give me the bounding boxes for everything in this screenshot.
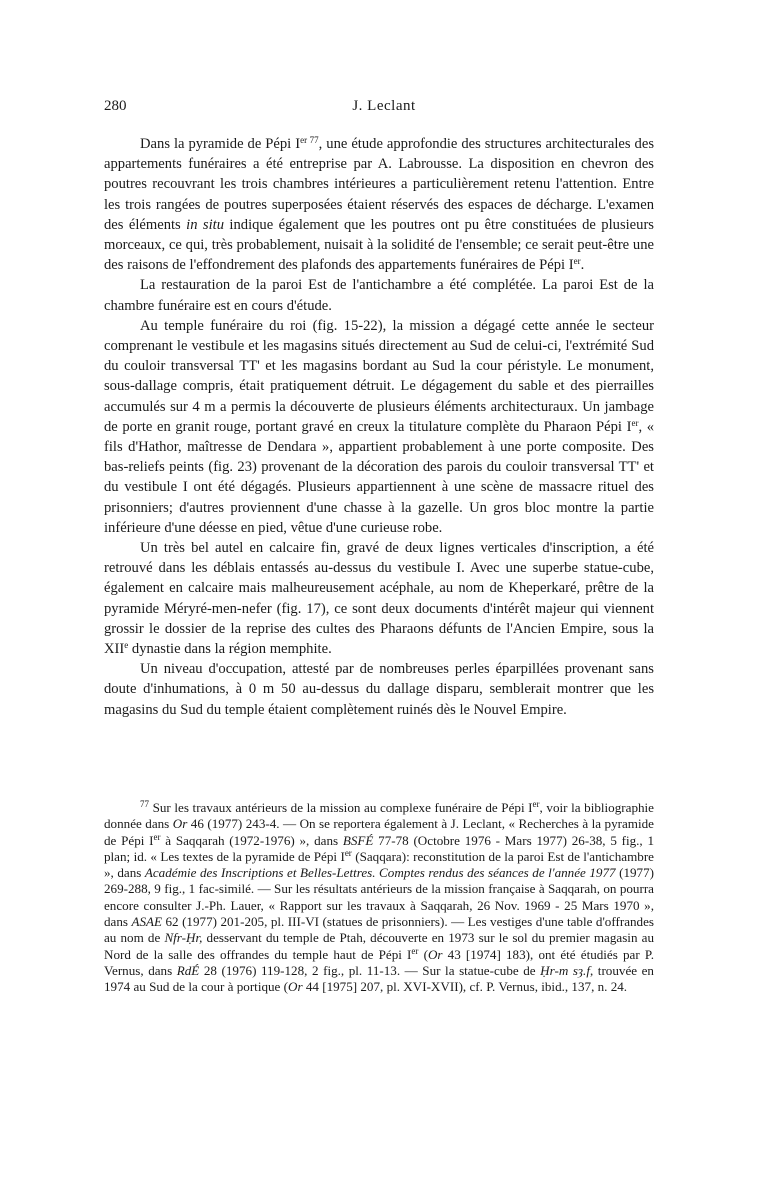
paragraph-altar [104, 538, 654, 659]
footnote-marker: 77 [140, 799, 149, 809]
text-run: 28 (1976) 119-128, 2 fig., pl. 11-13. — Sur la statue-cube de [199, 962, 541, 978]
italic-term: in situ [186, 216, 225, 233]
text-run: , trouvée en 1974 au Sud de la cour à portique ( [104, 962, 654, 995]
superscript: er [344, 847, 352, 858]
main-text [104, 134, 654, 720]
superscript: er [573, 256, 581, 267]
text-run: dynastie dans la région memphite. [128, 641, 332, 658]
transliteration: Ḥr-m sȝ.f [540, 962, 590, 978]
page-number: 280 [104, 98, 127, 114]
paragraph-pyramid-study [104, 134, 654, 275]
text-run: 62 (1977) 201-205, pl. III-VI (statues de prisonniers). — Les vestiges d'une table d'offrandes au nom de [104, 914, 655, 946]
paragraph-funerary-temple [104, 316, 654, 538]
journal-abbrev: ASAE [131, 914, 163, 930]
text-run: , « fils d'Hathor, maîtresse de Dendara », appartient probablement à une porte composite. Des bas-reliefs peints (fig. 23) provenant de la décoration des parois du couloir transversal TT' et du vestibule I ont été dégagés. Plusieurs appartiennent à une scène de massacre rituel des prisonniers; d'autres proviennent d'une chasse à la gazelle. Un gros bloc montre la partie inférieure d'une déesse en pied, vêtue d'une curieuse robe. [104, 418, 655, 536]
paragraph-occupation-level: Un niveau d'occupation, attesté par de nombreuses perles éparpillées provenant sans doute d'inhumations, à 0 m 50 au-dessus du dallage disparu, semblerait montrer que les magasins du Sud du temple étaient complètement ruinés dès le Nouvel Empire. [104, 661, 654, 718]
text-run: Sur les travaux antérieurs de la mission au complexe funéraire de Pépi I [149, 800, 533, 815]
text-run: (Saqqara): reconstitution de la paroi Est de l'antichambre », dans [104, 848, 654, 881]
footnotes [104, 800, 654, 996]
text-run: ( [418, 946, 428, 962]
paragraph-restoration: La restauration de la paroi Est de l'antichambre a été complétée. La paroi Est de la chambre funéraire est en cours d'étude. [104, 277, 654, 314]
text-run: 44 [1975] 207, pl. XVI-XVII), cf. P. Vernus, ibid., 137, n. 24. [302, 979, 628, 995]
journal-title: Académie des Inscriptions et Belles-Lettres. Comptes rendus des séances de l'année 1977 [144, 865, 616, 881]
transliteration: Nfr-Ḥr, [164, 930, 203, 946]
text-run: , voir la bibliographie donnée dans [104, 800, 654, 832]
text-run: 46 (1977) 243-4. — On se reportera également à J. Leclant, « Recherches à la pyramide de Pépi I [104, 816, 654, 848]
superscript: er [411, 945, 419, 956]
text-run: Au temple funéraire du roi (fig. 15-22), la mission a dégagé cette année le secteur comprenant le vestibule et les magasins situés directement au Sud de celui-ci, l'extrémité Sud du couloir transversal TT' et les magasins bordant au Sud la cour péristyle. Le monument, sous-dallage compris, était pratiquement détruit. Le dégagement du sable et des pierrailles accumulés sur 4 m a permis la découverte de plusieurs éléments architecturaux. Un jambage de porte en granit rouge, portant gravé en creux la titulature complète du Pharaon Pépi I [104, 317, 654, 435]
journal-abbrev: BSFÉ [342, 832, 374, 848]
superscript: er [631, 417, 639, 428]
text-run: (1977) 269-288, 9 fig., 1 fac-similé. — Sur les résultats antérieurs de la mission française à Saqqarah, on pourra encore consulter J.-Ph. Lauer, « Rapport sur les travaux à Saqqarah, 26 Nov. 1969 - 25 Mars 1970 », dans [104, 865, 654, 930]
footnote-77 [104, 800, 654, 996]
text-run: Dans la pyramide de Pépi I [140, 136, 301, 152]
text-run: desservant du temple de Ptah, découverte en 1973 sur le sol du premier magasin au Nord de la salle des offrandes du temple haut de Pépi I [104, 930, 654, 962]
text-run: indique également que les poutres ont pu être constituées de plusieurs morceaux, ce qui, très probablement, nuisait à la solidité de l'ensemble; ce serait peut-être une des raisons de l'effondrement des plafonds des appartements funéraires de Pépi I [104, 216, 654, 274]
journal-abbrev: Or [288, 979, 303, 995]
text-run: , une étude approfondie des structures architecturales des appartements funéraires a été entreprise par A. Labrousse. La disposition en chevron des poutres recouvrant les trois chambres intérieures a particulièrement retenu l'attention. Entre les trois rangées de poutres superposées étaient réservés des espaces de décharge. L'examen des éléments [104, 136, 655, 233]
journal-abbrev: Or [172, 816, 188, 832]
page-header [104, 98, 664, 118]
text-run: 43 [1974] 183), ont été étudiés par P. Vernus, dans [104, 946, 654, 978]
running-title: J. Leclant [352, 98, 416, 114]
text-run: à Saqqarah (1972-1976) », dans [160, 832, 343, 848]
superscript: er [532, 799, 540, 809]
text-run: 77-78 (Octobre 1976 - Mars 1977) 26-38, 5 fig., 1 plan; id. « Les textes de la pyramide de Pépi I [104, 832, 655, 864]
superscript: e [124, 640, 129, 651]
text-run: . [580, 257, 585, 274]
superscript: er [153, 831, 161, 842]
text-run: Un très bel autel en calcaire fin, gravé de deux lignes verticales d'inscription, a été retrouvé dans les déblais entassés au-dessus du vestibule I. Avec une superbe statue-cube, également en calcaire mais malheureusement acéphale, au nom de Kheperkaré, prêtre de la pyramide Méryré-men-nefer (fig. 17), ce sont deux documents d'intérêt majeur qui viennent grossir le dossier de la reprise des cultes des Pharaons défunts de l'Ancien Empire, sous la XII [104, 540, 654, 658]
footnote-reference: er 77 [300, 135, 319, 145]
journal-abbrev: Or [427, 946, 443, 962]
journal-abbrev: RdÉ [176, 962, 200, 978]
